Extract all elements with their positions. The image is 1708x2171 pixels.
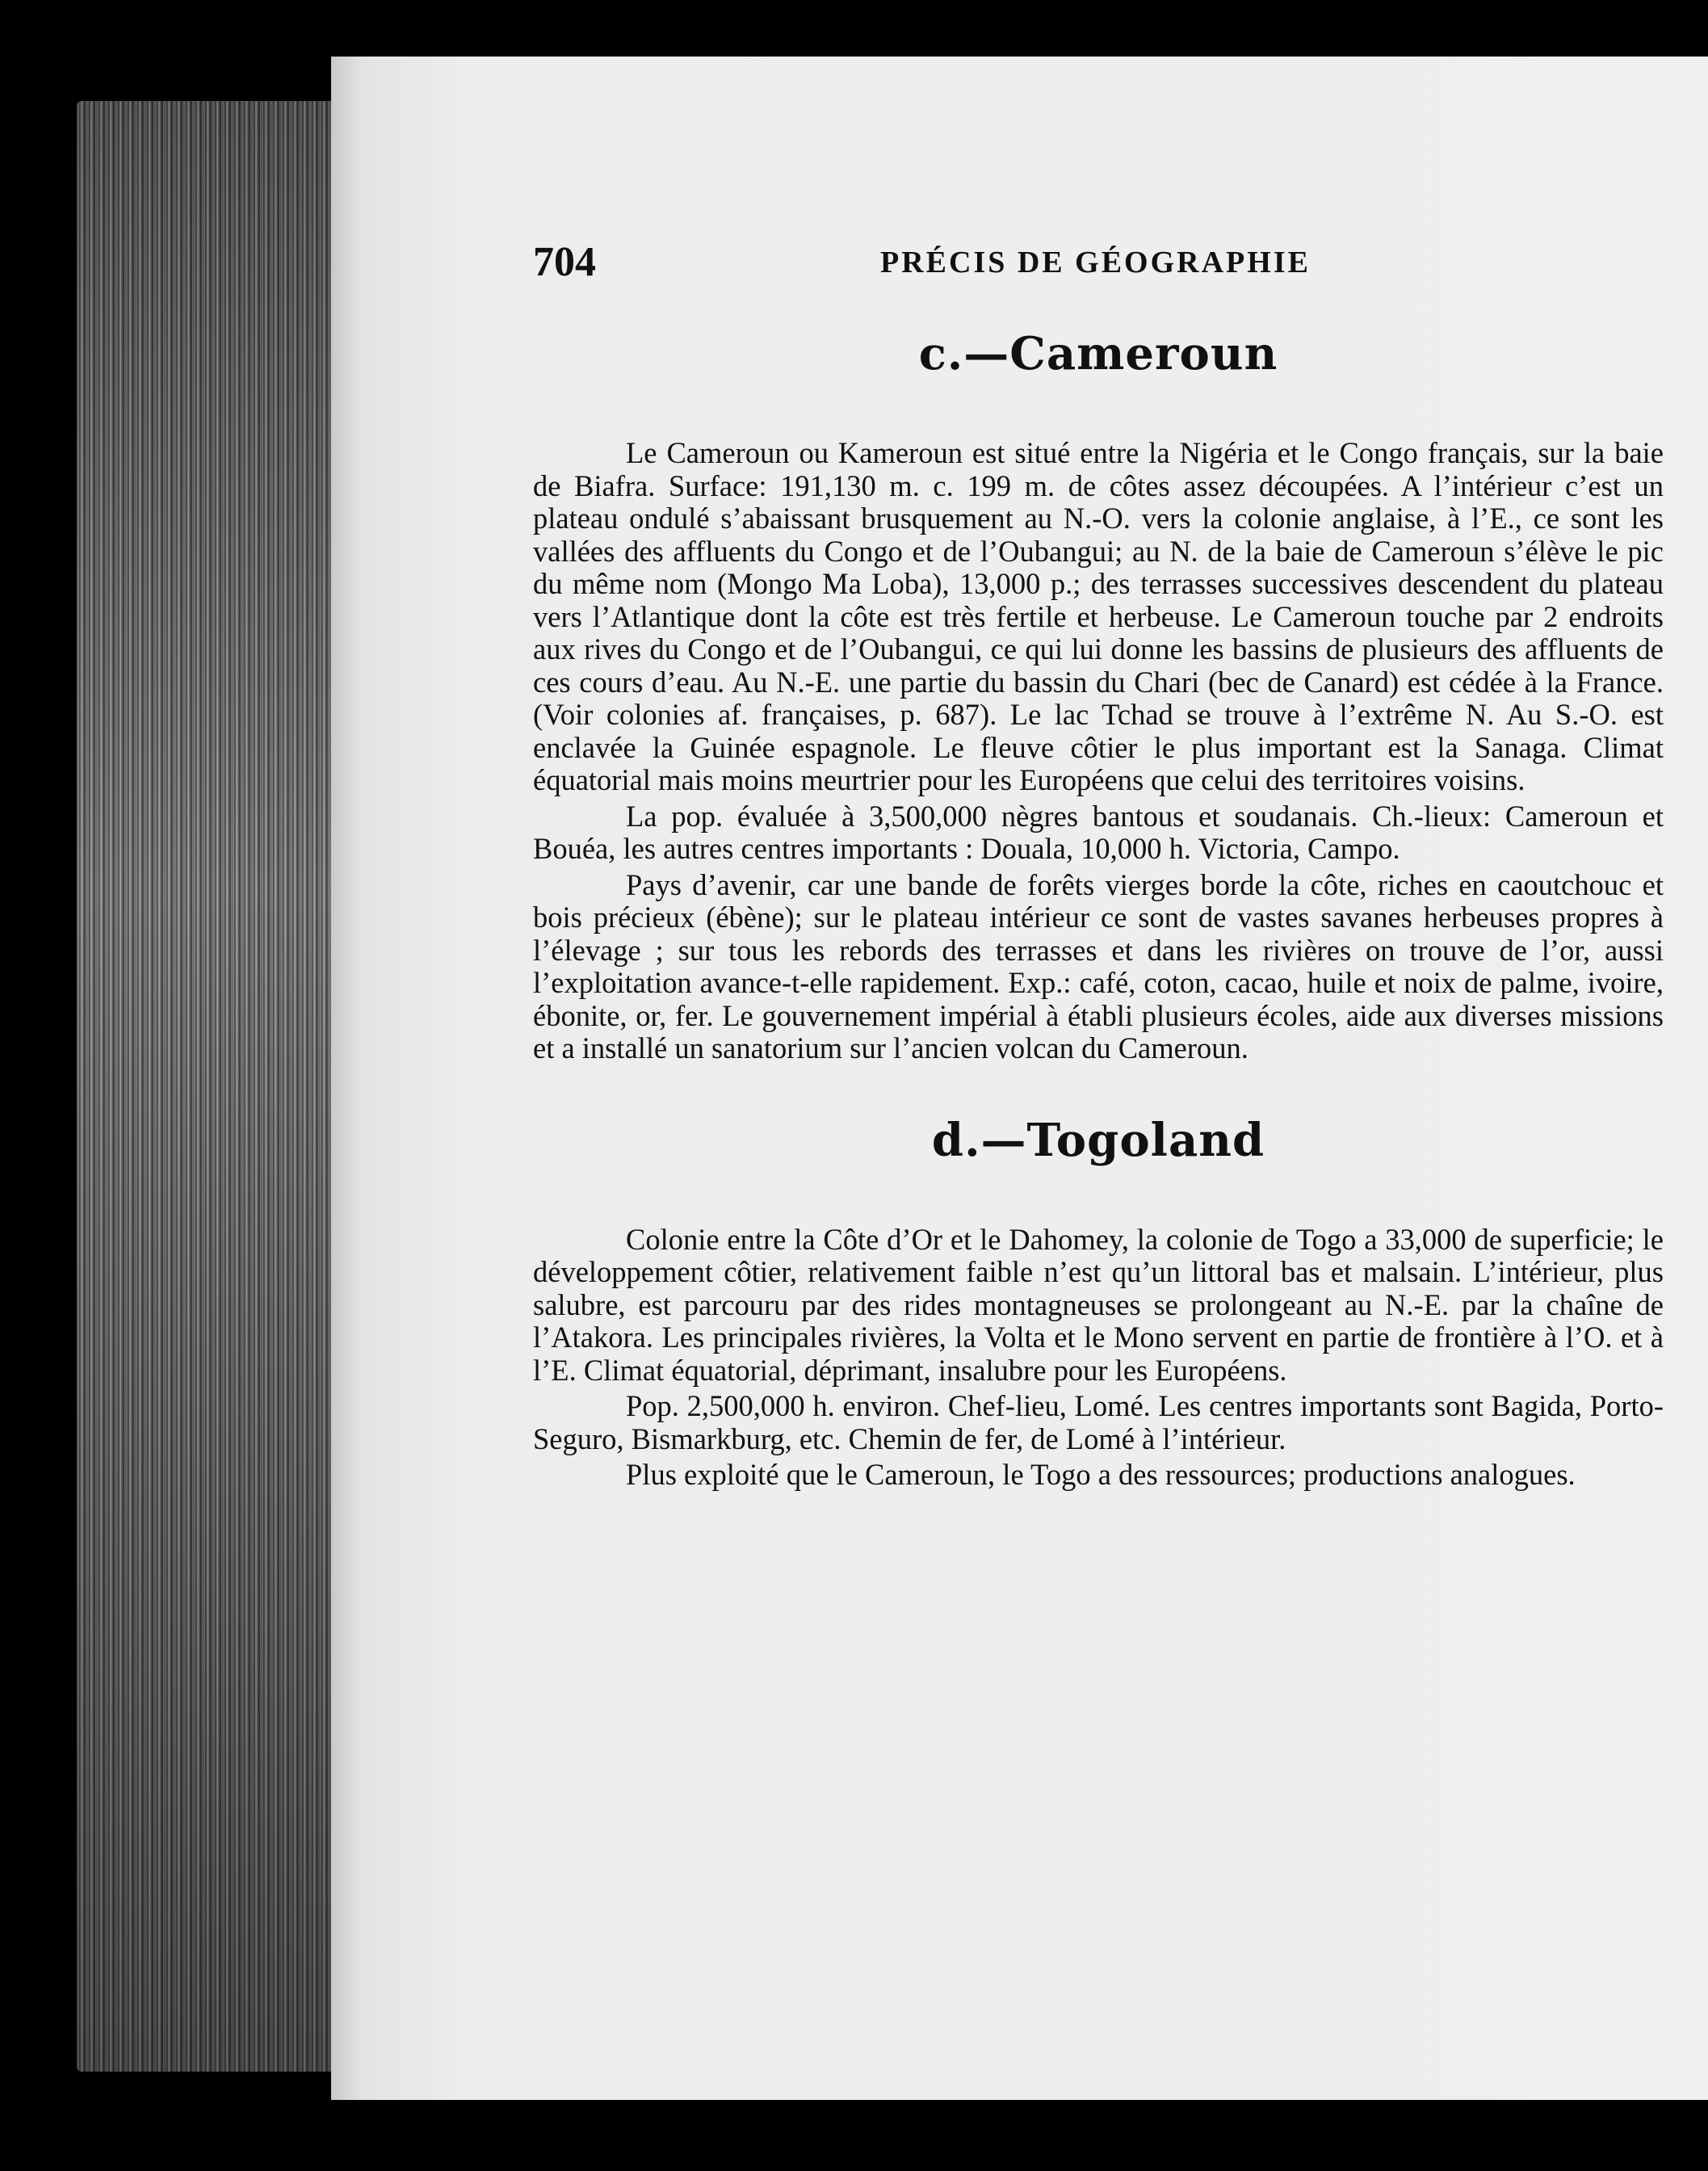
book-page	[331, 57, 1708, 2100]
book-page-edges	[77, 101, 335, 2072]
paragraph: Pays d’avenir, car une bande de forêts vierges borde la côte, riches en caoutchouc et bois précieux (ébène); sur le plateau intérieur ce sont de vastes savanes herbeuses propres à l’élevage ; sur tous les rebords des terrasses et dans les rivières on trouve de l’or, aussi l’exploitation avance-t-elle rapidement. Exp.: café, coton, cacao, huile et noix de palme, ivoire, ébonite, or, fer. Le gouvernement impérial à établi plusieurs écoles, aide aux diverses missions et a installé un sanatorium sur l’ancien volcan du Cameroun.	[533, 867, 1664, 1065]
section-title-togoland: d.—Togoland	[931, 1113, 1265, 1167]
running-title: PRÉCIS DE GÉOGRAPHIE	[880, 246, 1311, 279]
paragraph: Colonie entre la Côte d’Or et le Dahomey, la colonie de Togo a 33,000 de superficie; le développement côtier, relativement faible n’est qu’un littoral bas et malsain. L’intérieur, plus salubre, est parcouru par des rides montagneuses se prolongeant au N.-E. par la chaîne de l’Atakora. Les principales rivières, la Volta et le Mono servent en partie de frontière à l’O. et à l’E. Climat équatorial, déprimant, insalubre pour les Européens.	[533, 1222, 1664, 1387]
paragraph: Plus exploité que le Cameroun, le Togo a des ressources; productions analogues.	[626, 1458, 1576, 1491]
running-head	[533, 238, 1664, 311]
section-title-cameroun: c.—Cameroun	[918, 327, 1278, 380]
page-number: 704	[533, 239, 596, 285]
text-block	[533, 238, 1664, 1495]
paragraph: La pop. évaluée à 3,500,000 nègres bantous et soudanais. Ch.-lieux: Cameroun et Bouéa, les autres centres importants : Douala, 10,000 h. Victoria, Campo.	[533, 799, 1664, 865]
paragraph: Pop. 2,500,000 h. environ. Chef-lieu, Lomé. Les centres importants sont Bagida, Porto-Seguro, Bismarkburg, etc. Chemin de fer, de Lomé à l’intérieur.	[533, 1389, 1664, 1455]
paragraph: Le Cameroun ou Kameroun est situé entre la Nigéria et le Congo français, sur la baie de Biafra. Surface: 191,130 m. c. 199 m. de côtes assez découpées. A l’intérieur c’est un plateau ondulé s’abaissant brusquement au N.-O. vers la colonie anglaise, à l’E., ce sont les vallées des affluents du Congo et de l’Oubangui; au N. de la baie de Cameroun s’élève le pic du même nom (Mongo Ma Loba), 13,000 p.; des terrasses successives descendent du plateau vers l’Atlantique dont la côte est très fertile et herbeuse. Le Cameroun touche par 2 endroits aux rives du Congo et de l’Oubangui, ce qui lui donne les bassins de plusieurs des affluents de ces cours d’eau. Au N.-E. une partie du bassin du Chari (bec de Canard) est cédée à la France. (Voir colonies af. françaises, p. 687). Le lac Tchad se trouve à l’extrême N. Au S.-O. est enclavée la Guinée espagnole. Le fleuve côtier le plus important est la Sanaga. Climat équatorial mais moins meurtrier pour les Européens que celui des territoires voisins.	[533, 436, 1664, 796]
